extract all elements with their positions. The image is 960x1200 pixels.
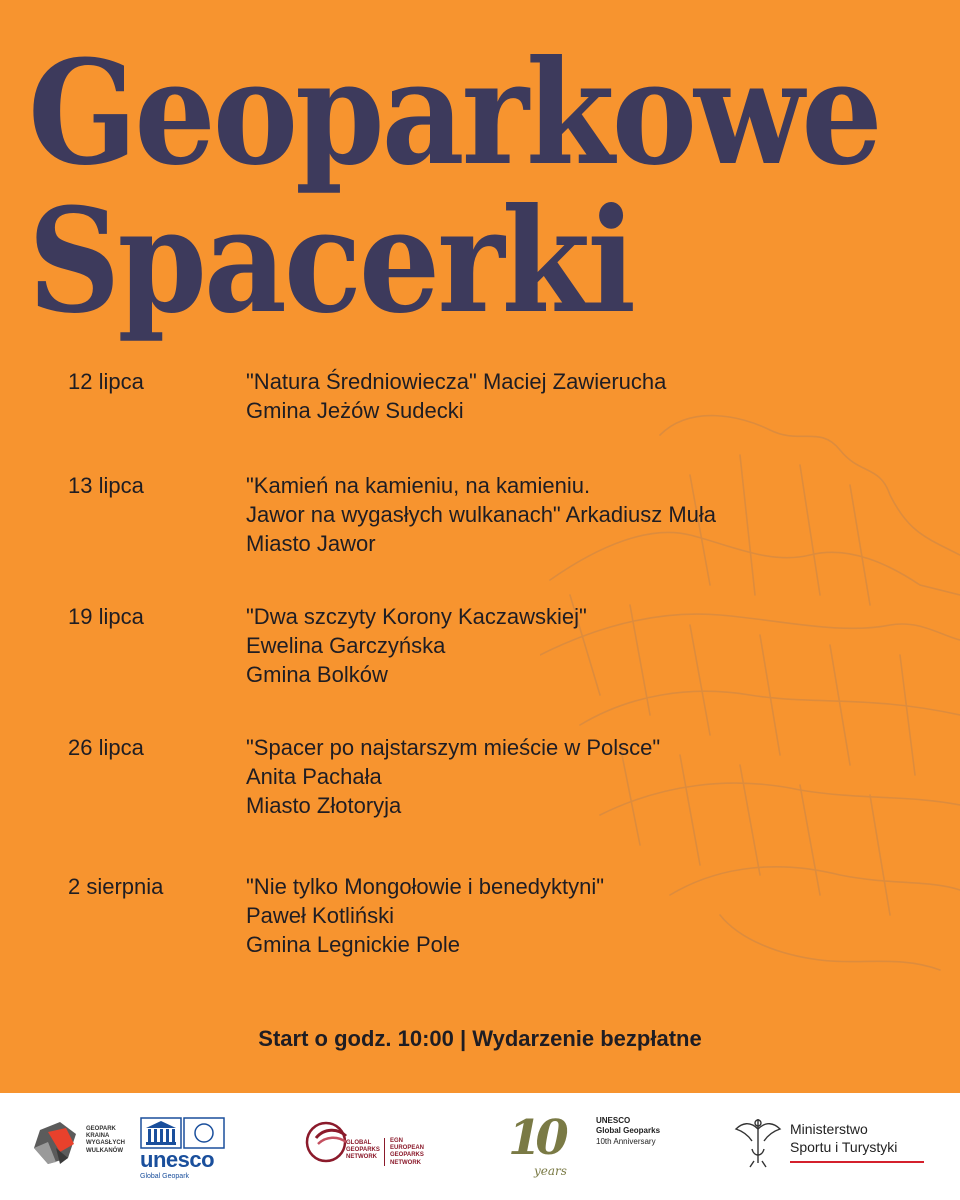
event-title: "Natura Średniowiecza" Maciej Zawierucha (246, 369, 667, 394)
global-geoparks-network-logo (300, 1118, 430, 1168)
egn-name-line: EGN (390, 1138, 404, 1144)
event-location: Gmina Bolków (246, 662, 388, 687)
ggn-name-line: GLOBAL (346, 1140, 372, 1146)
title-line-1: Geoparkowe (28, 29, 880, 198)
unesco-wordmark: unesco (140, 1147, 215, 1172)
ggn-name-line: NETWORK (346, 1154, 377, 1161)
event-location: Gmina Legnickie Pole (246, 932, 461, 957)
event-guide: Ewelina Garczyńska (246, 633, 446, 658)
geopark-name-line: WULKANÓW (86, 1147, 123, 1154)
geopark-name-line: KRAINA (86, 1133, 110, 1140)
geopark-name-line: GEOPARK (86, 1126, 116, 1132)
ministry-name-line: Sportu i Turystyki (790, 1139, 898, 1155)
event-title: "Kamień na kamieniu, na kamieniu. (246, 473, 591, 498)
unesco-subtitle: Global Geopark (140, 1173, 190, 1180)
event-date: 19 lipca (68, 604, 144, 629)
anniversary-line: UNESCO (596, 1116, 631, 1125)
ggn-name-line: GEOPARKS (346, 1147, 380, 1154)
egn-name-line: EUROPEAN (390, 1145, 425, 1152)
anniversary-number: 10 (508, 1110, 563, 1166)
anniversary-years: years (534, 1164, 567, 1178)
event-date: 12 lipca (68, 369, 144, 394)
anniversary-line: Global Geoparks (596, 1126, 661, 1136)
event-location: Miasto Złotoryja (246, 793, 402, 818)
anniversary-line: 10th Anniversary (596, 1136, 656, 1146)
event-title: "Dwa szczyty Korony Kaczawskiej" (246, 604, 587, 629)
event-date: 13 lipca (68, 473, 144, 498)
unesco-global-geopark-logo (140, 1117, 230, 1181)
ministry-flag-stripe (790, 1161, 924, 1163)
event-date: 2 sierpnia (68, 874, 164, 899)
unesco-geoparks-10th-anniversary-logo (500, 1108, 690, 1188)
event-title: "Spacer po najstarszym mieście w Polsce" (246, 735, 661, 760)
event-date: 26 lipca (68, 735, 144, 760)
event-title-continued: Jawor na wygasłych wulkanach" Arkadiusz Muła (246, 502, 717, 527)
start-time-info: Start o godz. 10:00 | Wydarzenie bezpłatne (258, 1026, 702, 1051)
egn-name-line: NETWORK (390, 1159, 421, 1166)
event-guide: Paweł Kotliński (246, 903, 394, 928)
geopark-name-line: WYGASŁYCH (86, 1140, 125, 1147)
event-title: "Nie tylko Mongołowie i benedyktyni" (246, 874, 605, 899)
polish-eagle-icon (734, 1113, 782, 1169)
title-line-2: Spacerki (28, 177, 633, 346)
event-guide: Anita Pachała (246, 764, 382, 789)
logo-divider (384, 1138, 385, 1166)
geopark-kraina-logo (30, 1118, 140, 1168)
ministry-name-line: Ministerstwo (790, 1121, 868, 1137)
geopark-cube-icon (30, 1118, 80, 1168)
ministry-of-sport-logo (734, 1113, 934, 1177)
event-location: Gmina Jeżów Sudecki (246, 398, 464, 423)
egn-name-line: GEOPARKS (390, 1152, 424, 1159)
sponsor-logos-bar (0, 1093, 960, 1200)
event-location: Miasto Jawor (246, 531, 376, 556)
unesco-temple-icon (140, 1117, 226, 1149)
